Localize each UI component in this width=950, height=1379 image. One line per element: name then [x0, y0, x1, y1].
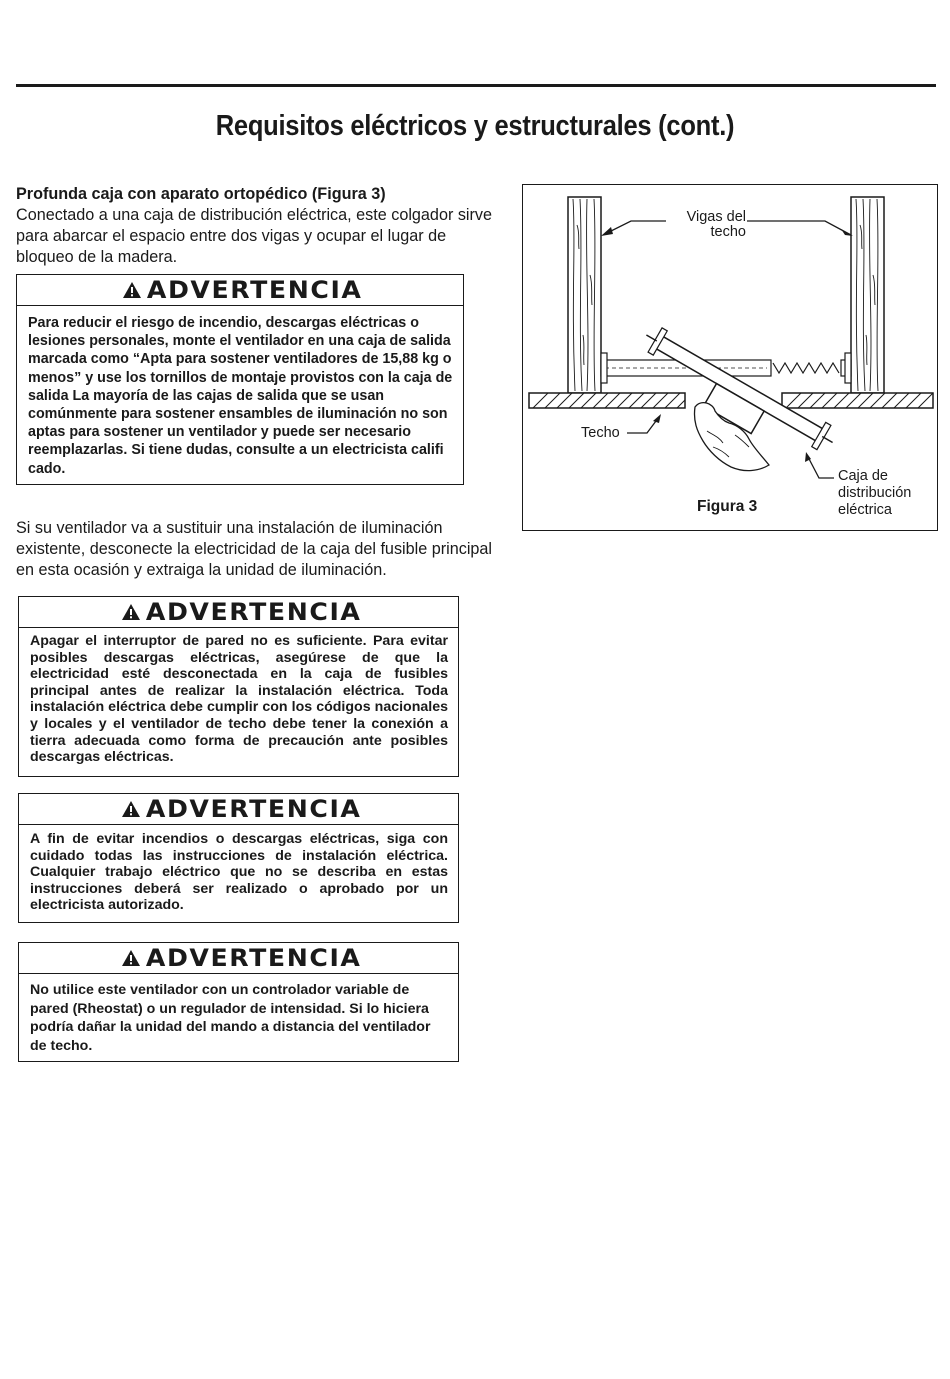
label-box-line3: eléctrica [838, 502, 892, 518]
warning-triangle-icon [121, 800, 141, 818]
warning-text: No utilice este ventilador con un controlador variable de pared (Rheostat) o un regulador de intensidad. Si lo hiciera podría dañar la unidad del mando a distancia del ventilador de techo. [30, 982, 431, 1054]
warning-header [19, 794, 458, 825]
warning-header [19, 597, 458, 628]
label-joists-line1: Vigas del [686, 209, 746, 225]
left-joist [568, 197, 601, 393]
warning-header [17, 275, 463, 306]
warning-title: ADVERTENCIA [145, 944, 362, 972]
warning-triangle-icon [121, 949, 141, 967]
top-rule [16, 84, 936, 87]
label-outlet-box [838, 468, 911, 519]
figure-caption: Figura 3 [697, 498, 758, 515]
warning-text: Para reducir el riesgo de incendio, descargas eléctricas o lesiones personales, monte el ventilador en una caja de salida marcada como “Apta para sostener ventiladores de 15,88 kg o menos” y use los tornillos de montaje provistos con la caja de salida La mayoría de las cajas de salida que se usan comúnmente para sostener ensambles de iluminación no son aptas para sostener un ventilador y puede ser necesario reemplazarlas. Si tiene dudas, consulte a un electricista califi cado. [28, 315, 453, 477]
warning-triangle-icon [121, 603, 141, 621]
warning-text: Apagar el interruptor de pared no es suficiente. Para evitar posibles descargas eléctricas, asegúrese de que la electricidad esté desconectada en la caja de fusibles principal antes de realizar la instalación eléctrica. Toda instalación eléctrica debe cumplir con los códigos nacionales y locales y el ventilador de techo debe tener la conexión a tierra adecuada como forma de precaución ante posibles descargas eléctricas. [30, 633, 448, 766]
warning-box-1 [16, 274, 464, 485]
section-heading: Profunda caja con aparato ortopédico (Figura 3) [16, 185, 386, 203]
paragraph-replace-fixture: Si su ventilador va a sustituir una instalación de iluminación existente, desconecte la electricidad de la caja del fusible principal en esta ocasión y extraiga la unidad de iluminación. [16, 519, 493, 579]
label-joists [670, 209, 746, 241]
right-joist [851, 197, 884, 393]
section-deep-box [16, 184, 501, 268]
warning-box-2 [18, 596, 459, 777]
ceiling-right [782, 393, 933, 408]
warning-box-4 [18, 942, 459, 1062]
warning-title: ADVERTENCIA [147, 276, 363, 304]
warning-triangle-icon [122, 281, 142, 299]
warning-title: ADVERTENCIA [145, 795, 362, 823]
label-box-line2: distribución [838, 485, 912, 501]
section-body: Conectado a una caja de distribución eléctrica, este colgador sirve para abarcar el espacio entre dos vigas y ocupar el lugar de bloqueo de la madera. [16, 206, 493, 266]
label-joists-line2: techo [710, 224, 746, 240]
ceiling-left [529, 393, 685, 408]
figure-3 [522, 184, 938, 531]
page-title: Requisitos eléctricos y estructurales (cont.) [215, 110, 735, 142]
warning-text: A fin de evitar incendios o descargas eléctricas, siga con cuidado todas las instrucciones de instalación eléctrica. Cualquier trabajo eléctrico que no se describa en estas instrucciones deberá ser realizado o aprobado por un electricista autorizado. [30, 831, 448, 914]
warning-title: ADVERTENCIA [145, 598, 362, 626]
label-ceiling: Techo [581, 425, 620, 441]
warning-box-3 [18, 793, 459, 923]
label-box-line1: Caja de [838, 468, 888, 484]
warning-header [19, 943, 458, 974]
